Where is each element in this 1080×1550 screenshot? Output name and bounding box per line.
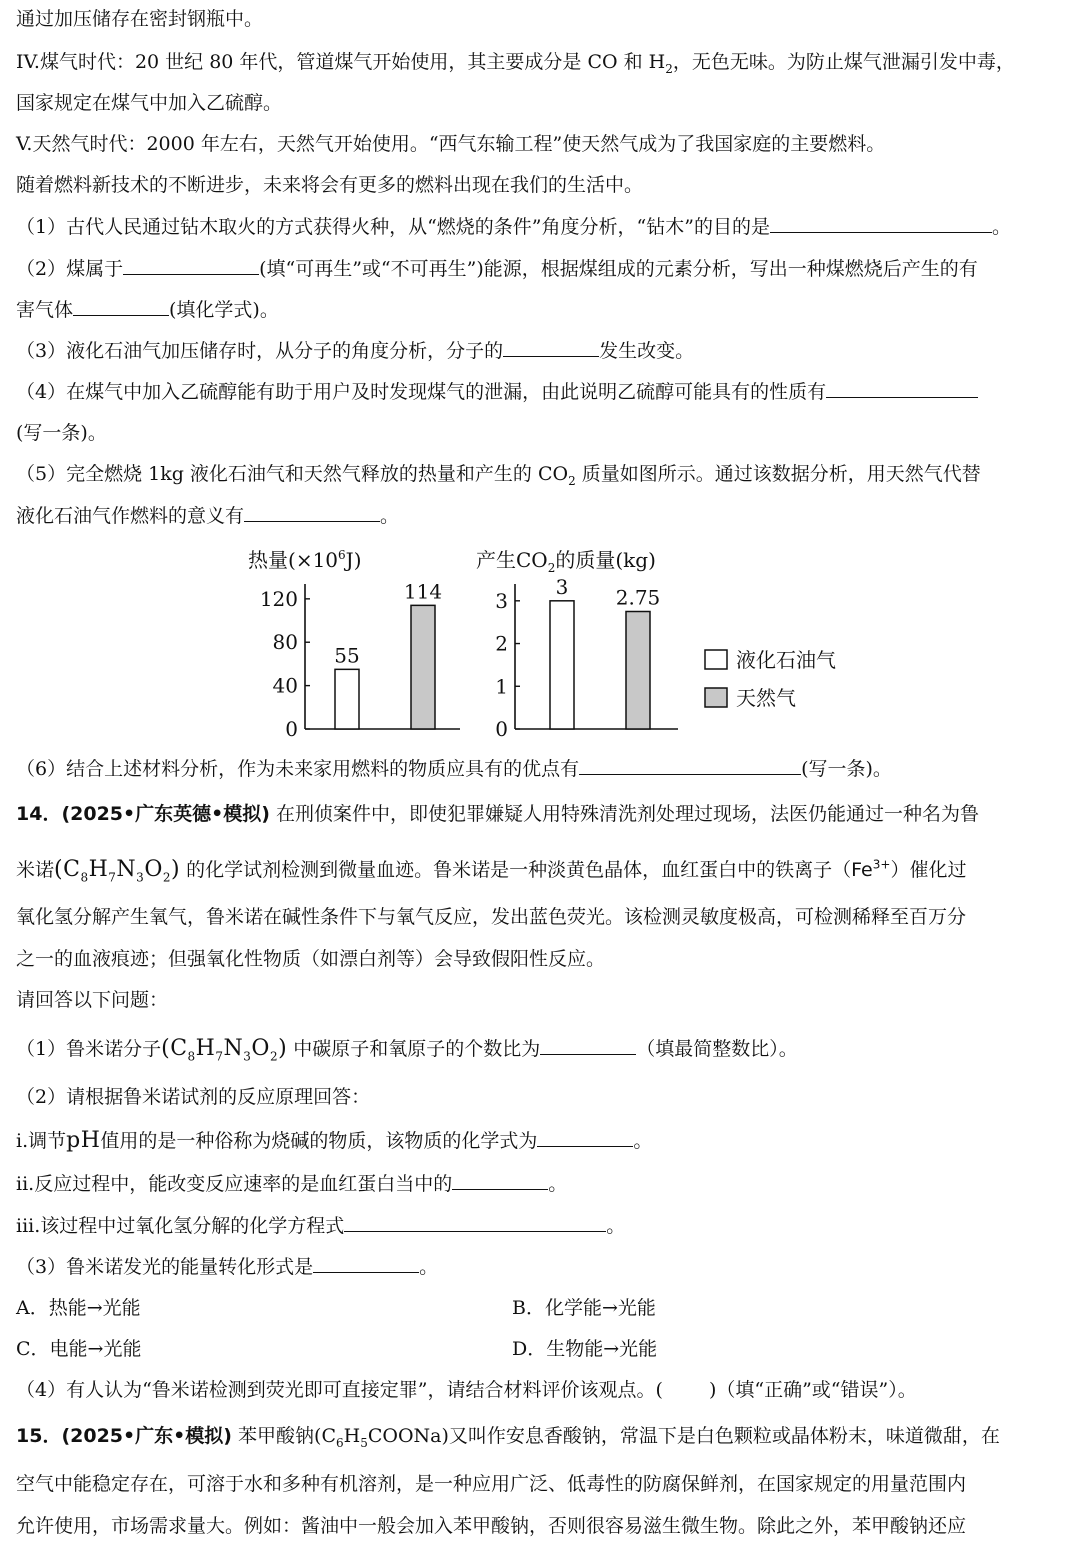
option-d[interactable]: D．生物能→光能 bbox=[512, 1338, 658, 1360]
legend-label: 天然气 bbox=[736, 686, 796, 710]
question-14-line: 氧化氢分解产生氧气，鲁米诺在碱性条件下与氧气反应，发出蓝色荧光。该检测灵敏度极高，可检测稀释至百万分 bbox=[16, 906, 967, 928]
answer-blank[interactable] bbox=[579, 754, 801, 775]
y-tick-label: 120 bbox=[259, 586, 298, 611]
option-c[interactable]: C．电能→光能 bbox=[16, 1338, 142, 1360]
question-2-cont: 害气体 (填化学式)。 bbox=[16, 295, 1072, 323]
chart-title: 热量$(\times 10^6J)$ bbox=[248, 548, 362, 572]
question-4-cont: (写一条)。 bbox=[16, 422, 107, 444]
answer-blank[interactable] bbox=[344, 1211, 606, 1232]
question-3: （3）液化石油气加压储存时，从分子的角度分析，分子的 发生改变。 bbox=[16, 336, 1072, 364]
question-6: （6）结合上述材料分析，作为未来家用燃料的物质应具有的优点有 (写一条)。 bbox=[16, 754, 1072, 782]
text-line: IV.煤气时代：20 世纪 80 年代，管道煤气开始使用，其主要成分是 CO 和 $H_2$，无色无味。为防止煤气泄漏引发中毒， bbox=[16, 51, 1015, 76]
question-14-sub-2ii: ii.反应过程中，能改变反应速率的是血红蛋白当中的 。 bbox=[16, 1169, 1072, 1197]
question-15-line: 允许使用，市场需求量大。例如：酱油中一般会加入苯甲酸钠，否则很容易滋生微生物。除此之外，苯甲酸钠还应 bbox=[16, 1515, 967, 1537]
answer-blank[interactable] bbox=[503, 336, 599, 357]
question-5: （5）完全燃烧 1kg 液化石油气和天然气释放的热量和产生的 $CO_2$ 质量如图所示。通过该数据分析，用天然气代替 bbox=[16, 463, 981, 488]
data-label: 3 bbox=[555, 574, 569, 599]
legend-swatch-lpg bbox=[705, 650, 727, 669]
answer-blank[interactable] bbox=[770, 212, 992, 233]
question-15-header: 15．(2025•广东•模拟) 苯甲酸钠$(C_6H_5COONa)$又叫作安息香酸钠，常温下是白色颗粒或晶体粉末，味道微甜，在 bbox=[16, 1425, 1000, 1450]
answer-blank[interactable] bbox=[540, 1034, 636, 1055]
question-14-sub-2: （2）请根据鲁米诺试剂的反应原理回答： bbox=[16, 1086, 371, 1108]
text-line: V.天然气时代：2000 年左右，天然气开始使用。“西气东输工程”使天然气成为了我国家庭的主要燃料。 bbox=[16, 133, 886, 155]
y-tick-label: 0 bbox=[495, 717, 508, 741]
bar-natural-gas bbox=[411, 605, 435, 729]
question-14-header: 14．(2025•广东英德•模拟) 在刑侦案件中，即使犯罪嫌疑人用特殊清洗剂处理过现场，法医仍能通过一种名为鲁 bbox=[16, 803, 980, 825]
y-tick-label: 0 bbox=[285, 717, 298, 741]
question-5-cont: 液化石油气作燃料的意义有 。 bbox=[16, 501, 1072, 529]
y-tick-label: 40 bbox=[272, 673, 298, 698]
legend-label: 液化石油气 bbox=[736, 648, 836, 672]
chart-legend bbox=[705, 648, 836, 710]
co2-chart bbox=[476, 548, 678, 741]
y-tick-label: 1 bbox=[495, 674, 508, 699]
question-4: （4）在煤气中加入乙硫醇能有助于用户及时发现煤气的泄漏，由此说明乙硫醇可能具有的性质有 bbox=[16, 377, 1072, 405]
data-label: 114 bbox=[403, 579, 443, 604]
answer-blank[interactable] bbox=[244, 501, 380, 522]
data-label: 2.75 bbox=[615, 585, 661, 610]
answer-blank[interactable] bbox=[826, 377, 978, 398]
question-14-line: 米诺$(C_8H_7N_3O_2)$ 的化学试剂检测到微量血迹。鲁米诺是一种淡黄色晶体，血红蛋白中的铁离子$(Fe^{3+})$催化过 bbox=[16, 857, 967, 885]
question-14-line: 请回答以下问题： bbox=[16, 989, 169, 1011]
question-14-sub-2i: i.调节pH值用的是一种俗称为烧碱的物质，该物质的化学式为 。 bbox=[16, 1128, 653, 1153]
bar-lpg bbox=[550, 601, 574, 729]
question-14-sub-2iii: iii.该过程中过氧化氢分解的化学方程式 。 bbox=[16, 1211, 1072, 1239]
chart-title: 产生$CO_2$的质量(kg) bbox=[476, 548, 656, 575]
heat-chart bbox=[248, 548, 460, 741]
option-a[interactable]: A．热能→光能 bbox=[16, 1297, 141, 1319]
legend-swatch-gas bbox=[705, 688, 727, 707]
data-label: 55 bbox=[334, 643, 360, 668]
text-line: 通过加压储存在密封钢瓶中。 bbox=[16, 8, 264, 30]
question-15-line: 空气中能稳定存在，可溶于水和多种有机溶剂，是一种应用广泛、低毒性的防腐保鲜剂，在国家规定的用量范围内 bbox=[16, 1473, 967, 1495]
question-1: （1）古代人民通过钻木取火的方式获得火种，从“燃烧的条件”角度分析，“钻木”的目的是 。 bbox=[16, 212, 1072, 240]
question-14-line: 之一的血液痕迹；但强氧化性物质（如漂白剂等）会导致假阳性反应。 bbox=[16, 948, 606, 970]
y-tick-label: 3 bbox=[495, 588, 508, 613]
luminol-formula: $(C_8H_7N_3O_2)$ bbox=[54, 857, 181, 885]
question-14-sub-3: （3）鲁米诺发光的能量转化形式是 。 bbox=[16, 1252, 1072, 1280]
text-line: 随着燃料新技术的不断进步，未来将会有更多的燃料出现在我们的生活中。 bbox=[16, 174, 644, 196]
text-line: 国家规定在煤气中加入乙硫醇。 bbox=[16, 92, 283, 114]
answer-blank[interactable] bbox=[123, 254, 259, 275]
question-14-sub-1: （1）鲁米诺分子$(C_8H_7N_3O_2)$ 中碳原子和氧原子的个数比为 （填最简整数比）。 bbox=[16, 1036, 798, 1064]
question-14-sub-4: （4）有人认为“鲁米诺检测到荧光即可直接定罪”，请结合材料评价该观点。( )（填“正确”或“错误”）。 bbox=[16, 1379, 917, 1401]
answer-blank[interactable] bbox=[452, 1169, 548, 1190]
bar-charts bbox=[0, 540, 1080, 745]
y-tick-label: 2 bbox=[495, 631, 508, 656]
answer-blank[interactable] bbox=[313, 1252, 419, 1273]
answer-blank[interactable] bbox=[537, 1126, 633, 1147]
option-b[interactable]: B．化学能→光能 bbox=[512, 1297, 656, 1319]
bar-lpg bbox=[335, 669, 359, 729]
bar-natural-gas bbox=[626, 612, 650, 730]
question-2: （2）煤属于 (填“可再生”或“不可再生”)能源，根据煤组成的元素分析，写出一种煤燃烧后产生的有 bbox=[16, 254, 1072, 282]
answer-blank[interactable] bbox=[73, 295, 169, 316]
y-tick-label: 80 bbox=[272, 630, 298, 655]
